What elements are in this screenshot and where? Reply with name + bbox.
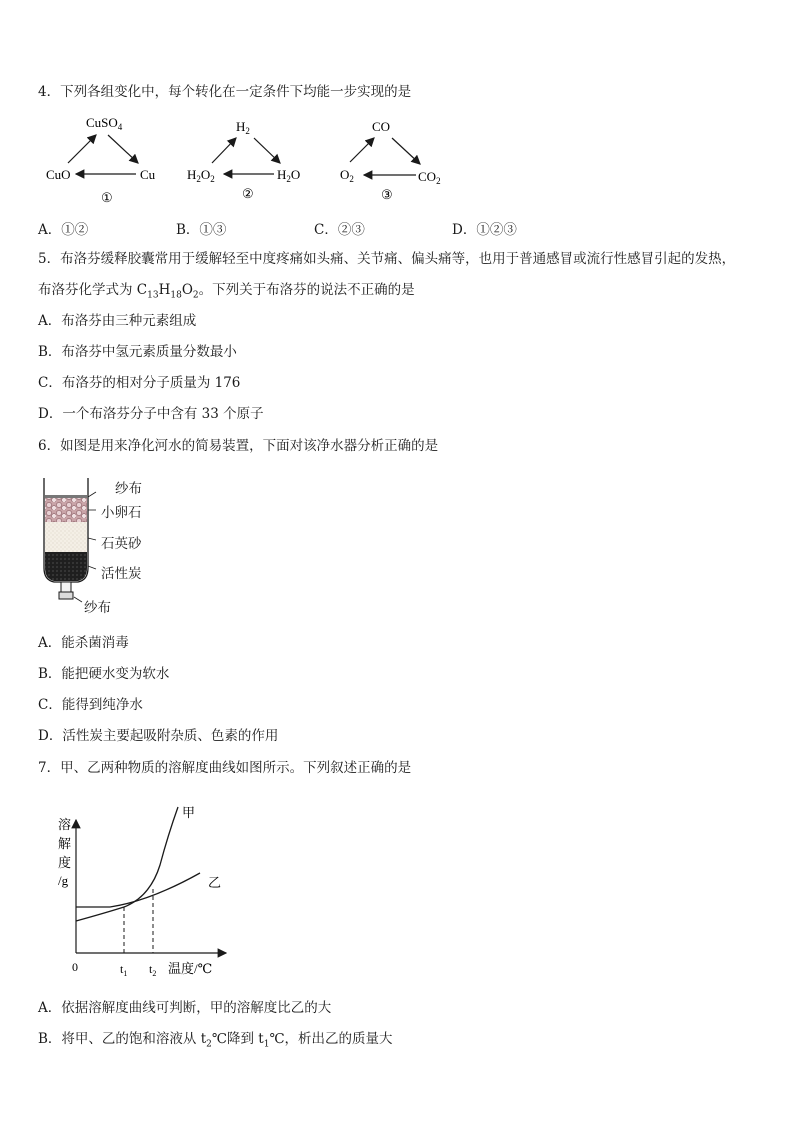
q5-stem-line2: 布洛芬化学式为 $C_{13}H_{18}O_2$。下列关于布洛芬的说法不正确的是 — [38, 282, 415, 301]
series-yi-label: 乙 — [208, 875, 222, 890]
q7-stem: 7．甲、乙两种物质的溶解度曲线如图所示。下列叙述正确的是 — [38, 760, 412, 776]
tick-t2: $t_2$ — [149, 962, 157, 978]
d3-left: $O_2$ — [340, 167, 354, 184]
d2-num: ② — [242, 186, 254, 201]
q5-option-b[interactable]: B．布洛芬中氢元素质量分数最小 — [38, 344, 237, 360]
q6-stem: 6．如图是用来净化河水的简易装置，下面对该净水器分析正确的是 — [38, 438, 439, 454]
q4-diagrams — [0, 110, 794, 210]
outlet-tube — [61, 582, 71, 592]
outlet-cap — [59, 592, 73, 599]
q5-stem-line1: 5．布洛芬缓释胶囊常用于缓解轻至中度疼痛如头痛、关节痛、偏头痛等，也用于普通感冒或流行性感冒引起的发热， — [38, 251, 736, 267]
diagram-3 — [340, 119, 441, 202]
q6-option-b[interactable]: B．能把硬水变为软水 — [38, 666, 170, 682]
series-jia-label: 甲 — [182, 805, 196, 820]
y-axis-label-4: /g — [58, 873, 69, 888]
diagram-1 — [46, 115, 156, 205]
label-gauze-top: 纱布 — [115, 481, 142, 497]
tick-t1: $t_1$ — [120, 962, 128, 978]
label-pebbles: 小卵石 — [101, 505, 142, 521]
pebble-layer — [45, 498, 87, 522]
y-axis-label-3: 度 — [58, 855, 72, 870]
d2-top: $H_2$ — [236, 119, 250, 136]
q4-stem: 4．下列各组变化中，每个转化在一定条件下均能一步实现的是 — [38, 84, 412, 100]
q4-option-a[interactable]: A．①② — [38, 222, 89, 238]
series-yi-curve — [76, 873, 200, 907]
solubility-chart — [50, 795, 250, 980]
q4-option-b[interactable]: B．①③ — [176, 222, 227, 238]
q4-option-d[interactable]: D．①②③ — [452, 222, 517, 238]
y-axis-label-2: 解 — [58, 836, 72, 851]
d1-right: Cu — [140, 167, 156, 182]
q5-option-d[interactable]: D．一个布洛芬分子中含有 33 个原子 — [38, 406, 264, 422]
d1-arrow-left-top — [68, 135, 96, 163]
q6-option-d[interactable]: D．活性炭主要起吸附杂质、色素的作用 — [38, 728, 279, 744]
d3-top: CO — [372, 119, 391, 134]
y-axis-label-1: 溶 — [58, 817, 72, 832]
q7-option-a[interactable]: A．依据溶解度曲线可判断，甲的溶解度比乙的大 — [38, 1000, 332, 1016]
d2-arrow-top-right — [254, 138, 280, 163]
q6-option-c[interactable]: C．能得到纯净水 — [38, 697, 143, 713]
d3-arrow-top-right — [392, 138, 420, 164]
label-quartz-sand: 石英砂 — [101, 536, 142, 552]
top-gauze — [45, 495, 87, 498]
d3-arrow-left-top — [350, 138, 374, 162]
q6-option-a[interactable]: A．能杀菌消毒 — [38, 635, 129, 651]
d1-left: CuO — [46, 167, 71, 182]
q5-option-a[interactable]: A．布洛芬由三种元素组成 — [38, 313, 197, 329]
label-activated-carbon: 活性炭 — [101, 566, 142, 582]
d3-num: ③ — [381, 187, 393, 202]
carbon-layer — [45, 552, 87, 581]
d1-arrow-top-right — [108, 135, 138, 163]
q7-option-b[interactable]: B．将甲、乙的饱和溶液从 $t_2℃$降到 $t_1℃$，析出乙的质量大 — [38, 1031, 393, 1050]
q5-option-c[interactable]: C．布洛芬的相对分子质量为 176 — [38, 375, 241, 391]
label-gauze-bottom: 纱布 — [84, 600, 111, 616]
d2-left: $H_2O_2$ — [187, 167, 215, 184]
x-axis-label: 温度/℃ — [168, 961, 213, 976]
diagram-2 — [187, 119, 300, 201]
d2-right: $H_2O$ — [277, 167, 301, 184]
origin-label: 0 — [72, 960, 78, 974]
d1-num: ① — [101, 190, 113, 205]
d1-top: CuSO$_4$ — [86, 115, 123, 132]
d2-arrow-left-top — [212, 138, 236, 163]
sand-layer — [45, 522, 87, 552]
q4-option-c[interactable]: C．②③ — [314, 222, 365, 238]
d3-right: $CO_2$ — [418, 169, 441, 186]
